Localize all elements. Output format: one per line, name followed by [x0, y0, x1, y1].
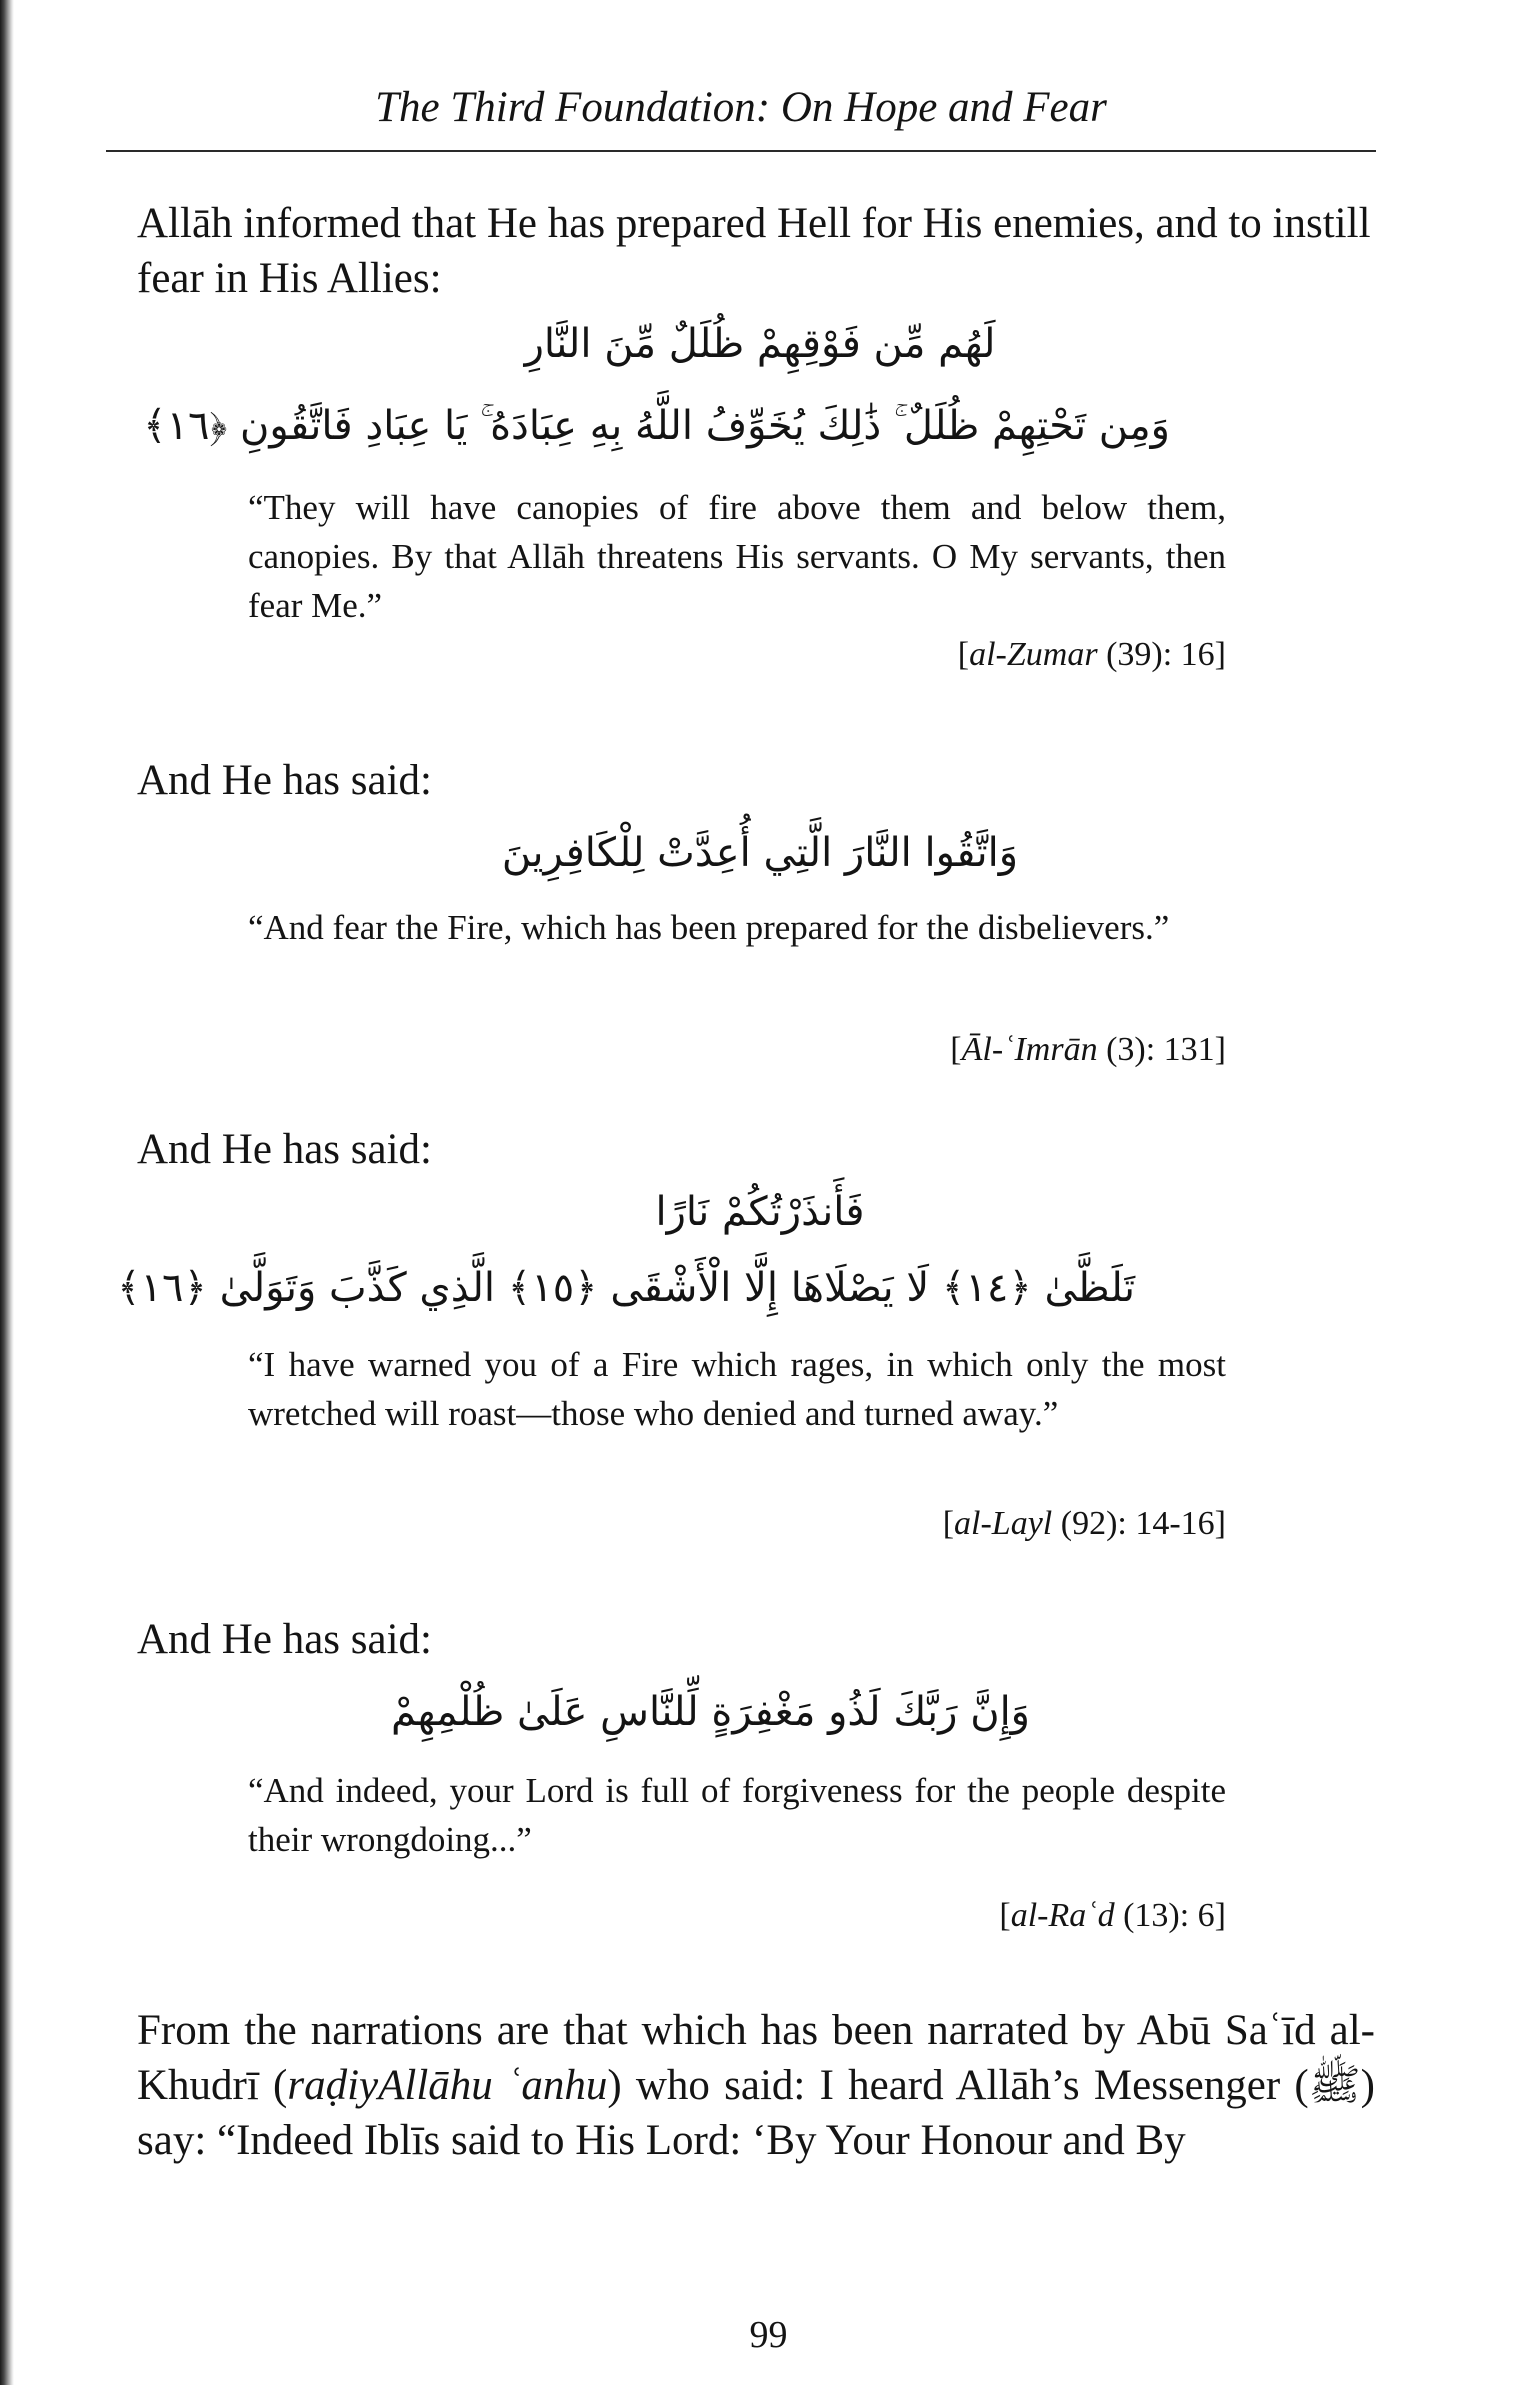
translation-4: “And indeed, your Lord is full of forgiveness for the people despite their wrongdoing...”: [248, 1771, 1226, 1859]
citation-4-ref: (13): 6]: [1123, 1897, 1226, 1934]
citation-4-sura: al-Raʿd: [1010, 1897, 1115, 1934]
closing-part-2: ) who said: I heard Allāh’s Messenger (ﷺ) say: “Indeed Iblīs said to His Lord: ‘By Your Honour and By: [137, 2062, 1375, 2164]
lead-said-1: And He has said:: [137, 757, 432, 804]
translation-1: “They will have canopies of fire above them and below them, canopies. By that Allāh threatens His servants. O My servants, then fear Me.”: [248, 488, 1226, 625]
citation-3: [al-Layl (92): 14-16]: [942, 1505, 1226, 1542]
citation-2-ref: (3): 131]: [1106, 1031, 1226, 1068]
book-spine-shadow: [0, 0, 14, 2385]
translation-3: “I have warned you of a Fire which rages, in which only the most wretched will roast—those who denied and turned away.”: [248, 1345, 1226, 1433]
header-rule: [106, 150, 1376, 152]
closing-part-1: From the narrations are that which has been narrated by Abū Saʿīd al-Khudrī (: [137, 2007, 1375, 2109]
citation-1-sura: al-Zumar: [969, 636, 1098, 673]
citation-2-sura: Āl-ʿImrān: [961, 1031, 1098, 1068]
citation-4: [al-Raʿd (13): 6]: [999, 1897, 1226, 1934]
lead-said-2: And He has said:: [137, 1126, 432, 1173]
quran-verse-3-line-1: فَأَنذَرْتُكُمْ نَارًا: [655, 1189, 865, 1235]
quran-verse-4: وَإِنَّ رَبَّكَ لَذُو مَغْفِرَةٍ لِّلنَّاسِ عَلَىٰ ظُلْمِهِمْ: [391, 1689, 1030, 1735]
citation-1-ref: (39): 16]: [1106, 636, 1226, 673]
citation-1: [al-Zumar (39): 16]: [957, 636, 1226, 673]
quran-verse-3-line-2: تَلَظَّىٰ ﴿١٤﴾ لَا يَصْلَاهَا إِلَّا الْأَشْقَى ﴿١٥﴾ الَّذِي كَذَّبَ وَتَوَلَّىٰ ﴿١٦﴾: [117, 1265, 1135, 1311]
lead-said-3: And He has said:: [137, 1616, 432, 1663]
translation-2: “And fear the Fire, which has been prepared for the disbelievers.”: [248, 908, 1170, 947]
running-head: The Third Foundation: On Hope and Fear: [375, 84, 1107, 131]
closing-paragraph: [137, 2003, 1375, 2168]
citation-3-sura: al-Layl: [954, 1505, 1053, 1542]
intro-paragraph: Allāh informed that He has prepared Hell for His enemies, and to instill fear in His Allies:: [137, 200, 1371, 302]
quran-verse-2: وَاتَّقُوا النَّارَ الَّتِي أُعِدَّتْ لِلْكَافِرِينَ: [501, 830, 1019, 876]
honorific: raḍiyAllāhu ʿanhu: [287, 2062, 608, 2109]
quran-verse-1-line-2: وَمِن تَحْتِهِمْ ظُلَلٌ ۚ ذَٰلِكَ يُخَوِّفُ اللَّهُ بِهِ عِبَادَهُ ۚ يَا عِبَادِ فَاتَّقُونِ ﴿١٦﴾: [143, 403, 1170, 449]
citation-3-ref: (92): 14-16]: [1060, 1505, 1226, 1542]
quran-verse-1-line-1: لَهُم مِّن فَوْقِهِمْ ظُلَلٌ مِّنَ النَّارِ: [524, 321, 996, 367]
page-number: 99: [749, 2314, 788, 2356]
citation-2: [Āl-ʿImrān (3): 131]: [950, 1031, 1226, 1068]
